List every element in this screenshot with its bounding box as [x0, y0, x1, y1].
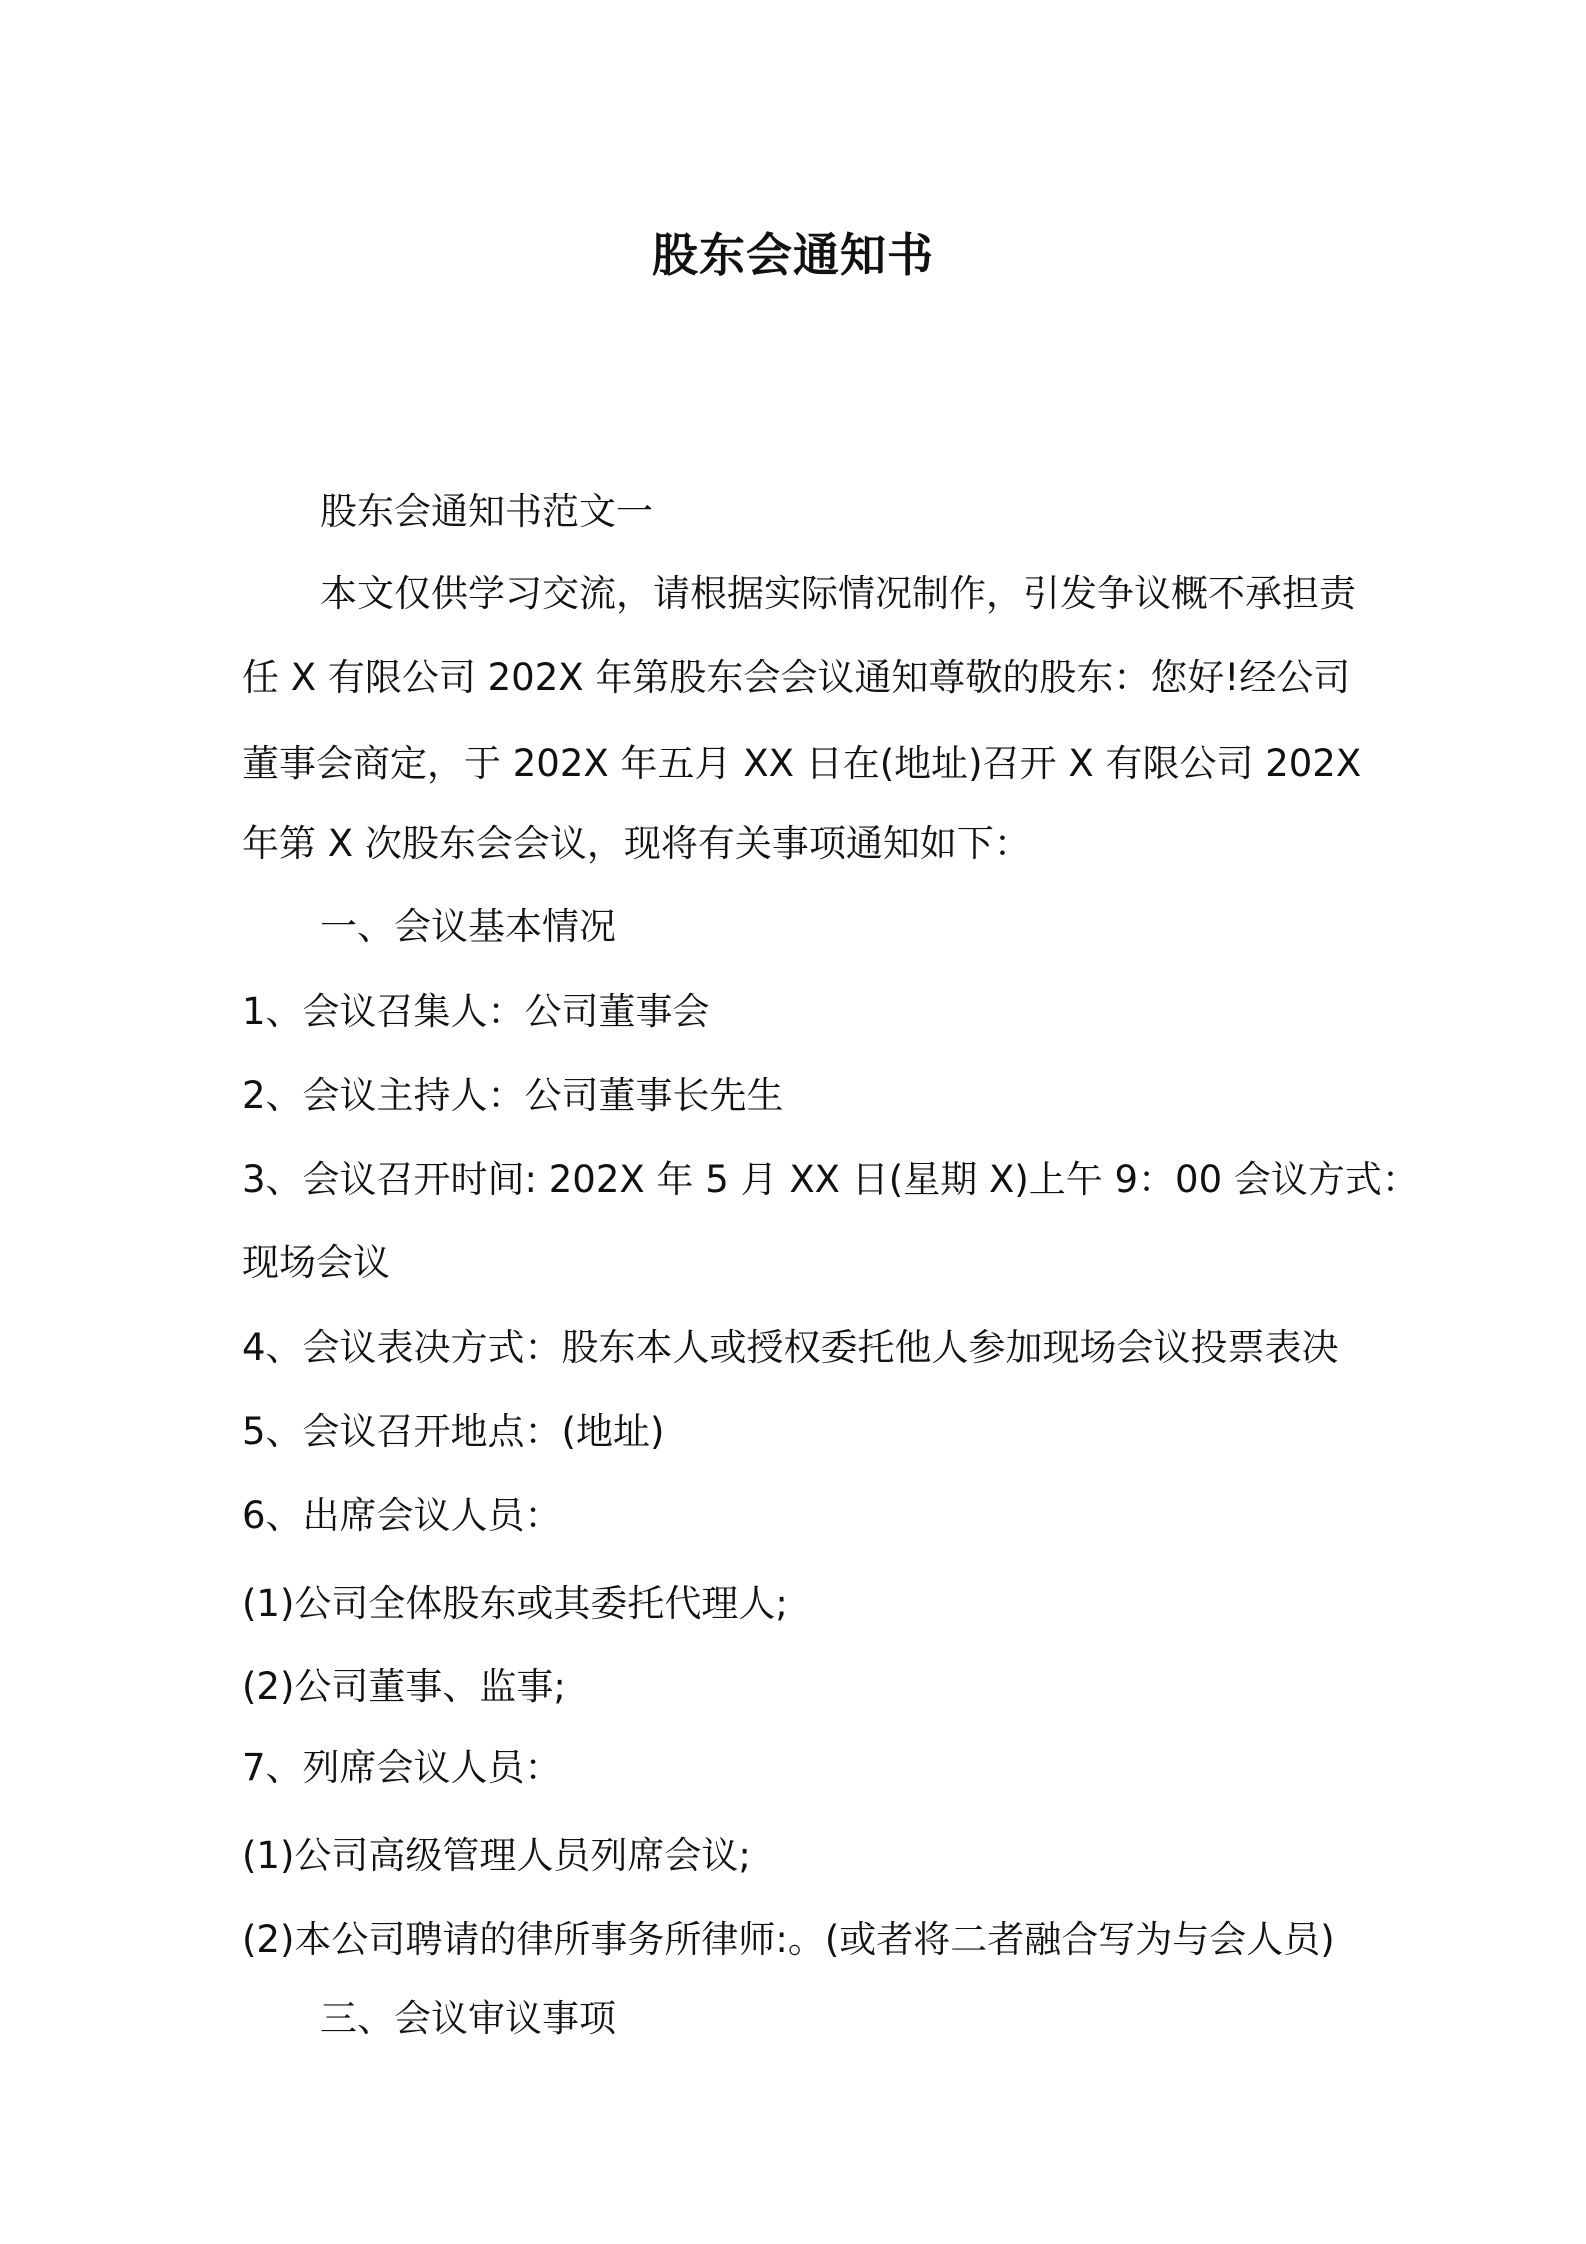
list-item: (1)公司高级管理人员列席会议;	[242, 1834, 751, 1877]
list-item: 7、列席会议人员：	[242, 1746, 562, 1789]
list-item: 5、会议召开地点：(地址)	[242, 1410, 665, 1453]
document-title: 股东会通知书	[652, 228, 934, 282]
section-heading: 三、会议审议事项	[320, 1997, 616, 2040]
list-item: 1、会议召集人：公司董事会	[242, 990, 710, 1033]
list-item: (1)公司全体股东或其委托代理人;	[242, 1582, 788, 1625]
list-item: (2)公司董事、监事;	[242, 1665, 566, 1708]
list-item: 3、会议召开时间: 202X 年 5 月 XX 日(星期 X)上午 9：00 会议方式：	[242, 1158, 1419, 1201]
intro-line: 年第 X 次股东会会议，现将有关事项通知如下：	[242, 822, 1031, 865]
intro-line: 任 X 有限公司 202X 年第股东会会议通知尊敬的股东：您好!经公司	[242, 656, 1351, 699]
section-heading: 一、会议基本情况	[320, 905, 616, 948]
list-item: (2)本公司聘请的律所事务所律师:。(或者将二者融合写为与会人员)	[242, 1918, 1335, 1961]
intro-line: 本文仅供学习交流，请根据实际情况制作，引发争议概不承担责	[320, 572, 1356, 615]
list-item: 现场会议	[242, 1241, 390, 1284]
list-item: 2、会议主持人：公司董事长先生	[242, 1074, 784, 1117]
intro-line: 董事会商定，于 202X 年五月 XX 日在(地址)召开 X 有限公司 202X	[242, 742, 1362, 785]
document-heading: 股东会通知书范文一	[320, 490, 653, 533]
list-item: 4、会议表决方式：股东本人或授权委托他人参加现场会议投票表决	[242, 1326, 1339, 1369]
list-item: 6、出席会议人员：	[242, 1494, 562, 1537]
